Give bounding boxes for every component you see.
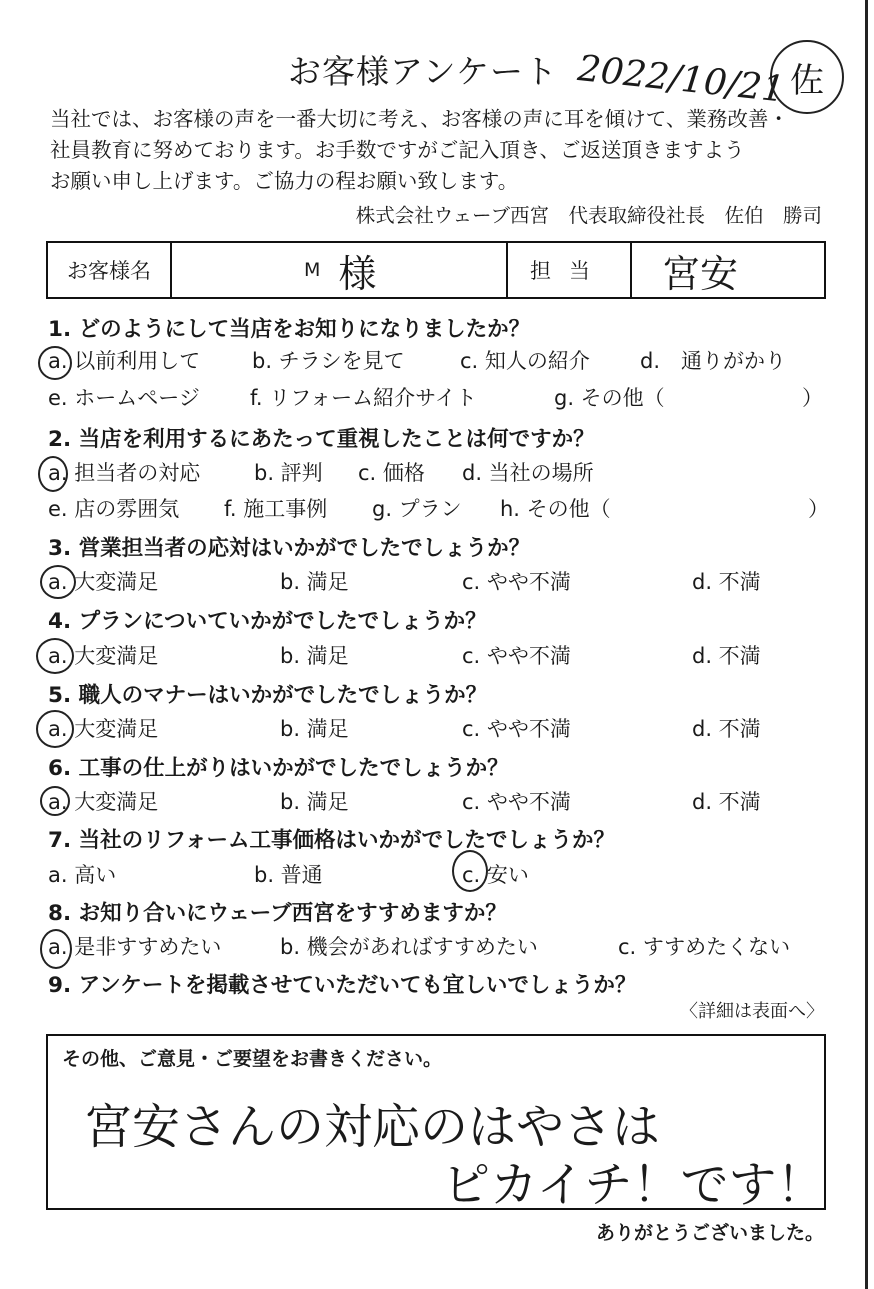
survey-title: お客様アンケート bbox=[288, 52, 559, 91]
option-3a[interactable]: a. 大変満足 bbox=[48, 570, 159, 594]
option-6d[interactable]: d. 不満 bbox=[692, 790, 761, 814]
option-5d[interactable]: d. 不満 bbox=[692, 717, 761, 741]
answer-circle bbox=[452, 850, 488, 892]
option-3b[interactable]: b. 満足 bbox=[280, 570, 349, 594]
option-2h[interactable]: h. その他（ bbox=[500, 497, 611, 521]
option-4b[interactable]: b. 満足 bbox=[280, 644, 349, 668]
customer-name-label: お客様名 bbox=[48, 243, 172, 297]
handwritten-comment-line-1: 宮安さんの対応のはやさは bbox=[84, 1099, 661, 1155]
option-8a[interactable]: a. 是非すすめたい bbox=[48, 935, 222, 959]
customer-name-field[interactable] bbox=[172, 243, 508, 297]
question-7: 7. 当社のリフォーム工事価格はいかがでしたでしょうか？ bbox=[48, 828, 616, 853]
option-7a[interactable]: a. 高い bbox=[48, 863, 117, 887]
option-5c[interactable]: c. やや不満 bbox=[462, 717, 571, 741]
customer-initial: M bbox=[304, 259, 321, 281]
staff-label: 担当 bbox=[508, 243, 632, 297]
handwritten-comment-line-2: ピカイチ！です！ bbox=[442, 1157, 825, 1213]
option-1a[interactable]: a. 以前利用して bbox=[48, 349, 201, 373]
stamp-char: 佐 bbox=[790, 60, 824, 101]
option-8b[interactable]: b. 機会があればすすめたい bbox=[280, 935, 538, 959]
option-1e[interactable]: e. ホームページ bbox=[48, 386, 200, 410]
option-1c[interactable]: c. 知人の紹介 bbox=[460, 349, 590, 373]
company-signature: 株式会社ウェーブ西宮 代表取締役社長 佐伯 勝司 bbox=[355, 204, 822, 227]
staff-name-field[interactable]: 宮安 bbox=[662, 251, 739, 296]
answer-circle bbox=[40, 929, 72, 969]
option-7c[interactable]: c. 安い bbox=[462, 863, 529, 887]
answer-circle bbox=[40, 786, 70, 816]
option-4c[interactable]: c. やや不満 bbox=[462, 644, 571, 668]
intro-text bbox=[50, 104, 789, 197]
question-3: 3. 営業担当者の応対はいかがでしたでしょうか？ bbox=[48, 536, 531, 561]
option-6c[interactable]: c. やや不満 bbox=[462, 790, 571, 814]
option-2e[interactable]: e. 店の雰囲気 bbox=[48, 497, 180, 521]
question-8: 8. お知り合いにウェーブ西宮をすすめますか？ bbox=[48, 901, 507, 926]
question-2: 2. 当店を利用するにあたって重視したことは何ですか？ bbox=[48, 427, 595, 452]
answer-circle bbox=[36, 710, 74, 748]
option-2g[interactable]: g. プラン bbox=[372, 497, 462, 521]
answer-circle bbox=[38, 346, 72, 380]
option-4a[interactable]: a. 大変満足 bbox=[48, 644, 159, 668]
option-5b[interactable]: b. 満足 bbox=[280, 717, 349, 741]
question-6: 6. 工事の仕上がりはいかがでしたでしょうか？ bbox=[48, 756, 509, 781]
question-9: 9. アンケートを掲載させていただいても宜しいでしょうか？ bbox=[48, 973, 637, 998]
question-4: 4. プランについていかがでしたでしょうか？ bbox=[48, 609, 487, 634]
scan-edge-line bbox=[865, 0, 868, 1289]
name-stamp bbox=[770, 40, 844, 114]
answer-circle bbox=[38, 456, 68, 492]
handwritten-date: 2022/10/21 bbox=[575, 48, 787, 111]
thank-you-text: ありがとうございました。 bbox=[595, 1222, 824, 1244]
comment-label: その他、ご意見・ご要望をお書きください。 bbox=[62, 1048, 443, 1070]
customer-info-table bbox=[46, 241, 826, 299]
comment-box[interactable] bbox=[46, 1034, 826, 1213]
option-3c[interactable]: c. やや不満 bbox=[462, 570, 571, 594]
intro-line: お願い申し上げます。ご協力の程お願い致します。 bbox=[50, 169, 519, 193]
option-6b[interactable]: b. 満足 bbox=[280, 790, 349, 814]
customer-suffix: 様 bbox=[338, 251, 377, 296]
option-8c[interactable]: c. すすめたくない bbox=[618, 935, 791, 959]
question-1: 1. どのようにして当店をお知りになりましたか？ bbox=[48, 317, 531, 342]
option-3d[interactable]: d. 不満 bbox=[692, 570, 761, 594]
option-2b[interactable]: b. 評判 bbox=[254, 461, 323, 485]
option-6a[interactable]: a. 大変満足 bbox=[48, 790, 159, 814]
option-2h-close: ） bbox=[808, 497, 829, 521]
option-7b[interactable]: b. 普通 bbox=[254, 863, 323, 887]
answer-circle bbox=[40, 565, 76, 599]
option-1d[interactable]: d. 通りがかり bbox=[640, 349, 787, 373]
intro-line: 社員教育に努めております。お手数ですがご記入頂き、ご返送頂きますよう bbox=[50, 138, 745, 162]
option-2a[interactable]: a. 担当者の対応 bbox=[48, 461, 201, 485]
question-5: 5. 職人のマナーはいかがでしたでしょうか？ bbox=[48, 683, 488, 708]
option-1f[interactable]: f. リフォーム紹介サイト bbox=[250, 386, 477, 410]
see-front-note: 〈詳細は表面へ〉 bbox=[680, 1001, 824, 1022]
answer-circle bbox=[36, 638, 74, 674]
intro-line: 当社では、お客様の声を一番大切に考え、お客様の声に耳を傾けて、業務改善・ bbox=[50, 107, 789, 131]
option-1g[interactable]: g. その他（ bbox=[554, 386, 665, 410]
option-1b[interactable]: b. チラシを見て bbox=[252, 349, 405, 373]
option-1g-close: ） bbox=[802, 386, 823, 410]
option-5a[interactable]: a. 大変満足 bbox=[48, 717, 159, 741]
option-2d[interactable]: d. 当社の場所 bbox=[462, 461, 594, 485]
option-2c[interactable]: c. 価格 bbox=[358, 461, 425, 485]
option-4d[interactable]: d. 不満 bbox=[692, 644, 761, 668]
option-2f[interactable]: f. 施工事例 bbox=[224, 497, 328, 521]
